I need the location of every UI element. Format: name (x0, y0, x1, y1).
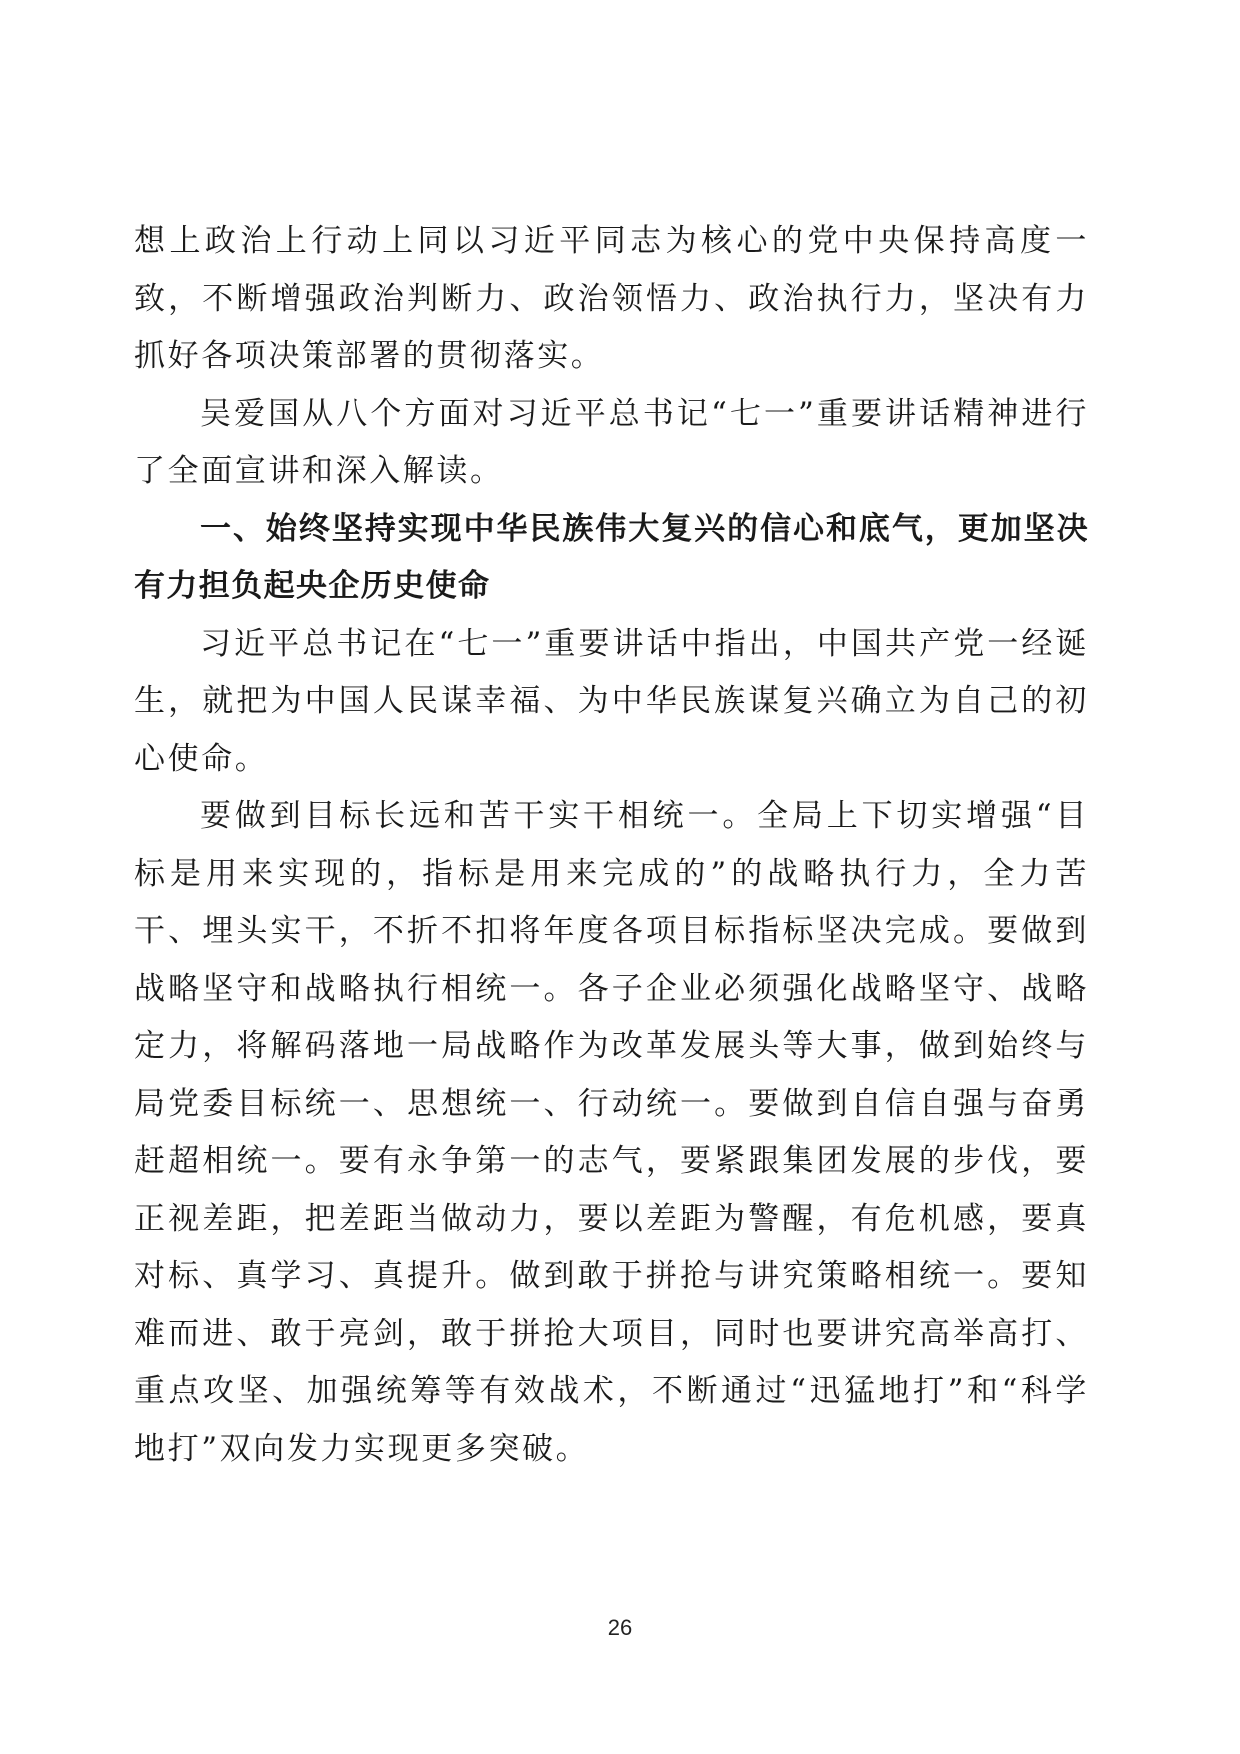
paragraph-intro: 吴爱国从八个方面对习近平总书记“七一”重要讲话精神进行了全面宣讲和深入解读。 (134, 395, 1089, 489)
page-number: 26 (607, 1615, 633, 1640)
paragraph-quote: 习近平总书记在“七一”重要讲话中指出，中国共产党一经诞生，就把为中国人民谋幸福、为中华民族谋复兴确立为自己的初心使命。 (134, 625, 1089, 777)
document-body (134, 213, 1089, 1478)
paragraph-continuation: 想上政治上行动上同以习近平同志为核心的党中央保持高度一致，不断增强政治判断力、政治领悟力、政治执行力，坚决有力抓好各项决策部署的贯彻落实。 (134, 223, 1089, 374)
section-heading: 一、始终坚持实现中华民族伟大复兴的信心和底气，更加坚决有力担负起央企历史使命 (134, 510, 1089, 604)
paragraph-main: 要做到目标长远和苦干实干相统一。全局上下切实增强“目标是用来实现的，指标是用来完成的”的战略执行力，全力苦干、埋头实干，不折不扣将年度各项目标指标坚决完成。要做到战略坚守和战略执行相统一。各子企业必须强化战略坚守、战略定力，将解码落地一局战略作为改革发展头等大事，做到始终与局党委目标统一、思想统一、行动统一。要做到自信自强与奋勇赶超相统一。要有永争第一的志气，要紧跟集团发展的步伐，要正视差距，把差距当做动力，要以差距为警醒，有危机感，要真对标、真学习、真提升。做到敢于拼抢与讲究策略相统一。要知难而进、敢于亮剑，敢于拼抢大项目，同时也要讲究高举高打、重点攻坚、加强统筹等有效战术，不断通过“迅猛地打”和“科学地打”双向发力实现更多突破。 (134, 798, 1089, 1467)
